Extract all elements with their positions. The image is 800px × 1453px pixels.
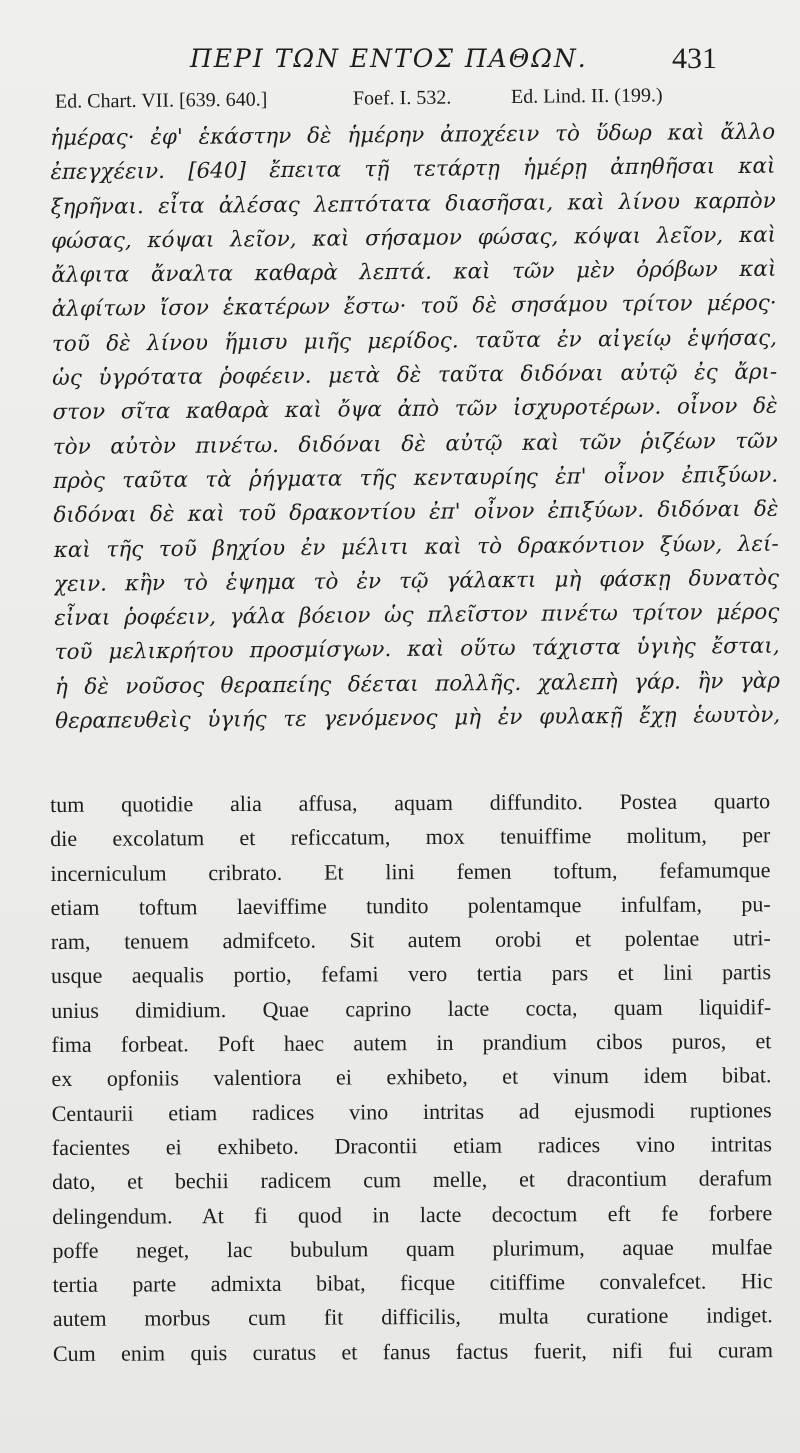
greek-line: διδόναι δὲ καὶ τοῦ δρακοντίου ἐπ' οἶνον ἐπιξύων. διδόναι δὲ (53, 496, 779, 529)
greek-line: ἐπεγχέειν. [640] ἔπειτα τῇ τετάρτῃ ἡμέρῃ ἀπηθῆσαι καὶ (50, 153, 776, 186)
latin-line: dato, et bechii radicem cum melle, et dracontium derafum (51, 1165, 773, 1195)
greek-line: εἶναι ῥοφέειν, γάλα βόειον ὡς πλεῖστον πινέτω τρίτον μέρος (54, 599, 780, 632)
latin-line: etiam toftum laeviffime tundito polentamque infulfam, pu- (50, 891, 771, 920)
latin-line: ex opfoniis valentiora ei exhibeto, et vinum idem bibat. (51, 1062, 772, 1092)
latin-line: tertia parte admixta bibat, ficque citiffime convalefcet. Hic (52, 1268, 773, 1298)
greek-line: ἄλφιτα ἄναλτα καθαρὰ λεπτά. καὶ τῶν μὲν ὀρόβων καὶ (51, 256, 777, 289)
reference-foesius: Foef. I. 532. (352, 86, 452, 110)
greek-line: θεραπευθεὶς ὑγιής τε γενόμενος μὴ ἐν φυλακῇ ἔχῃ ἑωυτὸν, (55, 702, 781, 735)
running-title: ΠΕΡΙ ΤΩΝ ΕΝΤΟΣ ΠΑΘΩΝ. (190, 44, 588, 73)
latin-line: autem morbus cum fit difficilis, multa curatione indiget. (52, 1302, 773, 1332)
greek-line: τὸν αὐτὸν πινέτω. διδόναι δὲ αὐτῷ καὶ τῶν ῥιζέων τῶν (52, 428, 778, 460)
greek-line: ἀλφίτων ἴσον ἑκατέρων ἔστω· τοῦ δὲ σησάμου τρίτον μέρος· (51, 291, 777, 323)
latin-line: unius dimidium. Quae caprino lacte cocta, quam liquidif- (51, 994, 772, 1023)
greek-line: ξηρῆναι. εἶτα ἀλέσας λεπτότατα διασῆσαι, καὶ λίνου καρπὸν (50, 188, 776, 220)
greek-line: καὶ τῆς τοῦ βηχίου ἐν μέλιτι καὶ τὸ δρακόντιον ξύων, λεί- (53, 531, 779, 563)
greek-line: τοῦ δὲ λίνου ἥμισυ μιῆς μερίδος. ταῦτα ἐν αἰγείῳ ἑψήσας, (51, 325, 778, 357)
latin-text-block (50, 784, 773, 1371)
latin-line: fima forbeat. Poft haec autem in prandium cibos puros, et (51, 1028, 772, 1058)
greek-line: φώσας, κόψαι λεῖον, καὶ σήσαμον φώσας, κόψαι λεῖον, καὶ (50, 222, 777, 254)
reference-chartier: Ed. Chart. VII. [639. 640.] (54, 88, 268, 113)
latin-line: Centaurii etiam radices vino intritas ad ejusmodi ruptiones (51, 1096, 772, 1126)
greek-line: ἡ δὲ νοῦσος θεραπείης δέεται πολλῆς. χαλεπὴ γάρ. ἢν γὰρ (54, 668, 781, 700)
latin-line: usque aequalis portio, fefami vero tertia pars et lini partis (50, 959, 772, 989)
latin-line: poffe neget, lac bubulum quam plurimum, aquae mulfae (52, 1234, 773, 1263)
greek-line: χειν. κἢν τὸ ἑψημα τὸ ἐν τῷ γάλακτι μὴ φάσκῃ δυνατὸς (53, 565, 780, 597)
latin-line: delingendum. At fi quod in lacte decoctum eft fe forbere (52, 1199, 773, 1229)
greek-line: στον σῖτα καθαρὰ καὶ ὄψα ἀπὸ τῶν ἰσχυροτέρων. οἶνον δὲ (52, 394, 778, 426)
reference-linden: Ed. Lind. II. (199.) (510, 84, 663, 108)
greek-text-block (50, 116, 780, 740)
running-head (0, 44, 800, 84)
greek-line: ὡς ὑγρότατα ῥοφέειν. μετὰ δὲ ταῦτα διδόναι αὐτῷ ἐς ἄρι- (52, 359, 778, 392)
greek-line: πρὸς ταῦτα τὰ ῥήγματα τῆς κενταυρίης ἐπ' οἶνον ἐπιξύων. (53, 462, 779, 494)
latin-line: ram, tenuem admifceto. Sit autem orobi et polentae utri- (50, 925, 771, 955)
latin-line: die excolatum et reficcatum, mox tenuiffime molitum, per (50, 822, 771, 852)
latin-line: Cum enim quis curatus et fanus factus fuerit, nifi fui curam (52, 1336, 774, 1366)
latin-line: facientes ei exhibeto. Dracontii etiam radices vino intritas (51, 1131, 772, 1160)
greek-line: ἡμέρας· ἐφ' ἑκάστην δὲ ἡμέρην ἀποχέειν τὸ ὕδωρ καὶ ἄλλο (50, 119, 776, 151)
latin-line: tum quotidie alia affusa, aquam diffundito. Postea quarto (50, 788, 771, 817)
latin-line: incerniculum cribrato. Et lini femen toftum, fefamumque (50, 856, 771, 886)
page-number: 431 (672, 42, 717, 75)
greek-line: τοῦ μελικρήτου προσμίσγων. καὶ οὕτω τάχιστα ὑγιὴς ἔσται, (54, 634, 780, 666)
